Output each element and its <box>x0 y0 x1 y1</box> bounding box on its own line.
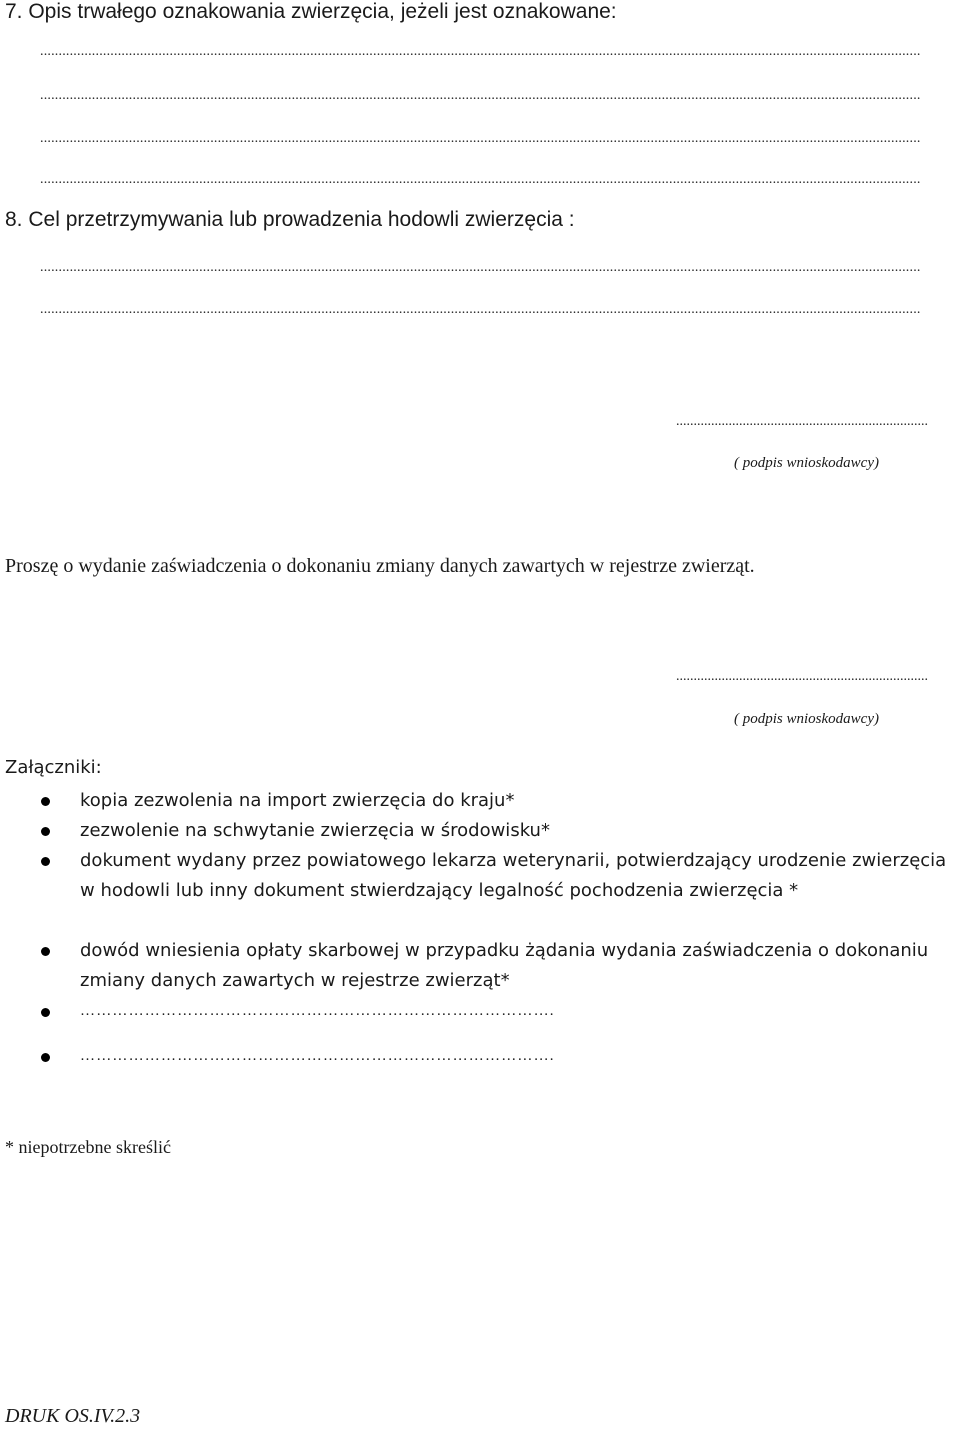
section-7-fill-line-3[interactable]: .............................................................................................................................................................................................................................................. <box>40 131 921 146</box>
bullet-icon <box>41 947 50 956</box>
bullet-icon <box>41 827 50 836</box>
document-id: DRUK OS.IV.2.3 <box>5 1405 141 1427</box>
attachments-title: Załączniki: <box>5 757 102 778</box>
attachment-item-vet-document: dokument wydany przez powiatowego lekarza weterynarii, potwierdzający urodzenie zwierzęcia w hodowli lub inny dokument stwierdzający legalność pochodzenia zwierzęcia * <box>80 850 947 901</box>
attachment-item-capture-permit: zezwolenie na schwytanie zwierzęcia w środowisku* <box>80 820 550 841</box>
section-8-fill-line-1[interactable]: .............................................................................................................................................................................................................................................. <box>40 260 921 275</box>
signature-line-2[interactable]: ........................................................................ <box>676 669 928 684</box>
section-7-heading: 7. Opis trwałego oznakowania zwierzęcia, jeżeli jest oznakowane: <box>5 0 617 23</box>
footnote: * niepotrzebne skreślić <box>5 1137 171 1157</box>
section-7-fill-line-1[interactable]: .............................................................................................................................................................................................................................................. <box>40 44 921 59</box>
bullet-icon <box>41 1053 50 1062</box>
attachment-item-fee-proof: dowód wniesienia opłaty skarbowej w przypadku żądania wydania zaświadczenia o dokonaniu zmiany danych zawartych w rejestrze zwierząt* <box>80 940 929 991</box>
attachment-blank-line-1[interactable]: ……………………………………………………………………………. <box>80 1003 555 1019</box>
signature-caption-1: ( podpis wnioskodawcy) <box>734 455 879 471</box>
signature-line-1[interactable]: ........................................................................ <box>676 414 928 429</box>
attachment-blank-line-2[interactable]: ……………………………………………………………………………. <box>80 1048 555 1064</box>
signature-caption-2: ( podpis wnioskodawcy) <box>734 711 879 727</box>
bullet-icon <box>41 1008 50 1017</box>
attachment-item-import-permit: kopia zezwolenia na import zwierzęcia do kraju* <box>80 790 515 811</box>
section-7-fill-line-4[interactable]: .............................................................................................................................................................................................................................................. <box>40 172 921 187</box>
section-8-heading: 8. Cel przetrzymywania lub prowadzenia hodowli zwierzęcia : <box>5 208 575 231</box>
request-statement: Proszę o wydanie zaświadczenia o dokonaniu zmiany danych zawartych w rejestrze zwierząt. <box>5 555 755 577</box>
section-8-fill-line-2[interactable]: .............................................................................................................................................................................................................................................. <box>40 302 921 317</box>
section-7-fill-line-2[interactable]: .............................................................................................................................................................................................................................................. <box>40 88 921 103</box>
bullet-icon <box>41 797 50 806</box>
bullet-icon <box>41 857 50 866</box>
